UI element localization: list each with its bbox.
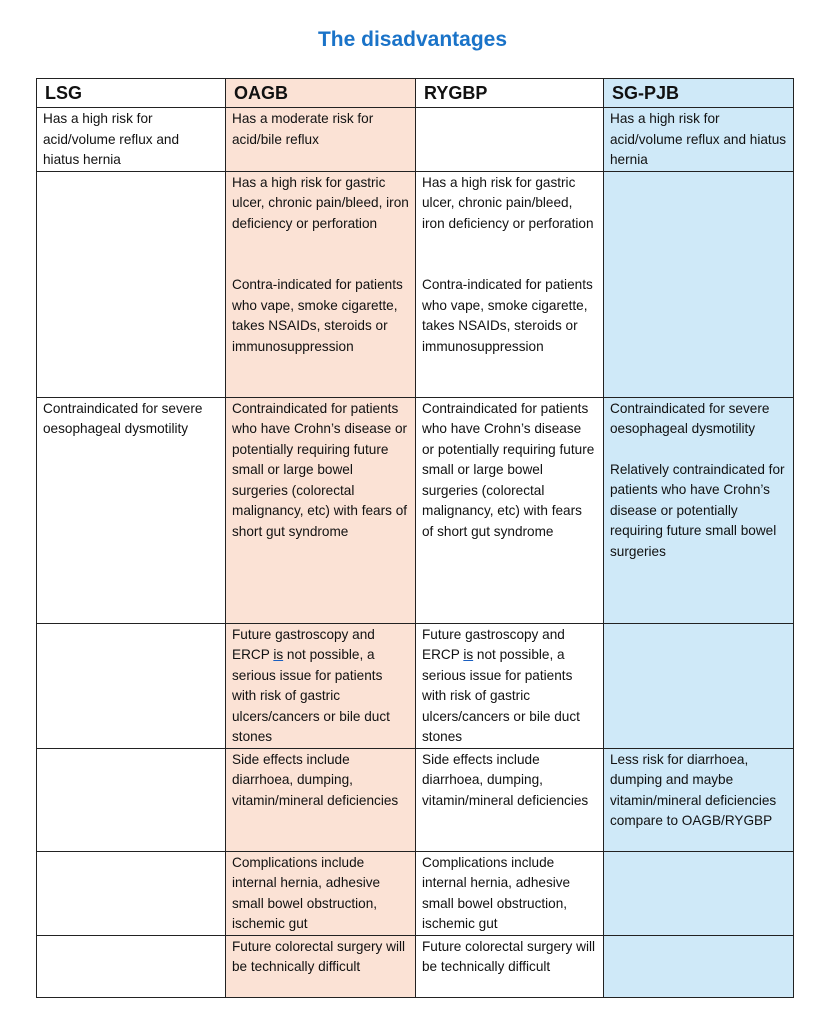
cell-lsg [37,623,226,748]
header-sgpjb: SG-PJB [604,79,794,108]
cell-paragraph: Relatively contraindicated for patients who have Crohn’s disease or potentially requiring future small bowel surgeries [610,461,785,559]
table-row [37,748,794,851]
cell-oagb: Contraindicated for patients who have Crohn’s disease or potentially requiring future small or large bowel surgeries (colorectal malignancy, etc) with fears of short gut syndrome [226,397,416,623]
cell-text: not possible, a serious issue for patients with risk of gastric ulcers/cancers or bile duct stones [232,647,390,744]
cell-lsg [37,171,226,397]
cell-oagb: Side effects include diarrhoea, dumping, vitamin/mineral deficiencies [226,748,416,851]
cell-paragraph: Contraindicated for severe oesophageal dysmotility [610,400,770,436]
cell-oagb [226,171,416,397]
cell-rygbp [416,108,604,172]
cell-sgpjb: Less risk for diarrhoea, dumping and maybe vitamin/mineral deficiencies compare to OAGB/RYGBP [604,748,794,851]
cell-paragraph: Has a high risk for gastric ulcer, chronic pain/bleed, iron deficiency or perforation [232,174,409,231]
cell-rygbp: Contraindicated for patients who have Crohn’s disease or potentially requiring future small or large bowel surgeries (colorectal malignancy, etc) with fears of short gut syndrome [416,397,604,623]
cell-sgpjb [604,851,794,935]
cell-rygbp [416,171,604,397]
cell-sgpjb [604,935,794,997]
cell-lsg: Has a high risk for acid/volume reflux and hiatus hernia [37,108,226,172]
table-row [37,108,794,172]
cell-sgpjb [604,623,794,748]
table-row [37,851,794,935]
table-row [37,935,794,997]
table-row [37,623,794,748]
header-row [37,79,794,108]
cell-rygbp [416,623,604,748]
cell-oagb: Has a moderate risk for acid/bile reflux [226,108,416,172]
cell-sgpjb [604,397,794,623]
cell-paragraph: Has a high risk for gastric ulcer, chronic pain/bleed, iron deficiency or perforation [422,174,594,231]
cell-paragraph: Contra-indicated for patients who vape, smoke cigarette, takes NSAIDs, steroids or immunosuppression [422,277,593,354]
header-oagb: OAGB [226,79,416,108]
cell-lsg [37,748,226,851]
cell-oagb: Complications include internal hernia, adhesive small bowel obstruction, ischemic gut [226,851,416,935]
cell-text: not possible, a serious issue for patients with risk of gastric ulcers/cancers or bile duct stones [422,647,580,744]
disadvantages-table [36,78,794,998]
cell-paragraph: Contra-indicated for patients who vape, smoke cigarette, takes NSAIDs, steroids or immunosuppression [232,277,403,354]
header-lsg: LSG [37,79,226,108]
cell-text: Future gastroscopy and ERCP [422,626,565,662]
cell-sgpjb [604,171,794,397]
cell-lsg [37,851,226,935]
cell-sgpjb: Has a high risk for acid/volume reflux and hiatus hernia [604,108,794,172]
cell-lsg [37,935,226,997]
cell-text-underlined: is [273,647,284,662]
page-title: The disadvantages [317,28,508,51]
table-row [37,397,794,623]
cell-rygbp: Future colorectal surgery will be technically difficult [416,935,604,997]
cell-rygbp: Complications include internal hernia, adhesive small bowel obstruction, ischemic gut [416,851,604,935]
header-rygbp: RYGBP [416,79,604,108]
cell-text-underlined: is [463,647,474,662]
cell-text: Future gastroscopy and ERCP [232,626,375,662]
cell-oagb: Future colorectal surgery will be technically difficult [226,935,416,997]
cell-lsg: Contraindicated for severe oesophageal dysmotility [37,397,226,623]
table-row [37,171,794,397]
cell-oagb [226,623,416,748]
cell-rygbp: Side effects include diarrhoea, dumping, vitamin/mineral deficiencies [416,748,604,851]
